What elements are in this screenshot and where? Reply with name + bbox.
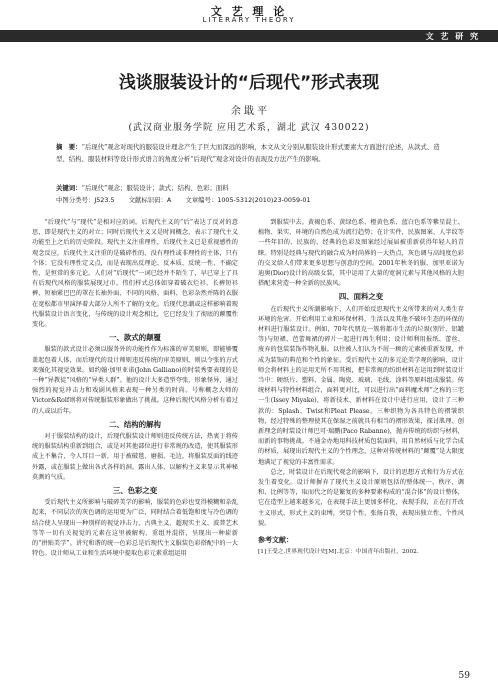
keywords-label: 关键词： [56,184,82,192]
classification-row [56,194,456,206]
body-paragraph: 在后现代主义所潮影响下，人们开始反思现代主义所带来的对人类生存环境的危害。开始利用工业和环保材料，生活以及其他不破坏生态的环保的材料进行服装设计。例如，70年代朋克一簇将都市生活的垃圾(别针、铝罐等)与短裙、芭蕾舞裙的碎片一起进行再生利用；设计师利用报纸、蕾丝、废弃的包装装饰作物礼服。以往被人们认为不屑一顾的元素被重新发现，并成为装饰的典范和个性的象征。受后现代主义的多元论美学观的影响，设计师会将材料上的运用无所不用其极，把非常规的纺织材料在运用到时装设计当中：硬纸片、塑料、金属、陶瓷、玻璃、毛线、涂料等原料组成服装。传统材料与特性材料组合，面料更对比，可以进行出“面料魔术师”之称的三宅一生(Issey Miyake)，将新技术、新材料在设计中进行应用，设计了三种款的：Splash、Twist和Pleat Please。三种织物为各具特色的褶皱织物，经过特殊的整理使其在保湿之前就具有相当的褶形效果，探讨肌理、创新理念的时装设计师巴可·瑞鹏(Paco Rabanne)，抛弃传统的纺织与材料，而新的事物挑战。不通金办地用科技材质包装面料，用自然材质与化学合成的材质，展现出后现代主义的个性理念，这种对传统材料的“颠覆”是大限度地满足了视觉的丰富性需求。 [258,305,464,466]
article-title: 浅谈服装设计的“后现代”形式表现 [118,73,380,93]
section-label: 文 艺 研 究 [425,31,480,41]
body-paragraph: “后现代”与“现代”是相对应的词。后现代主义的“后”表达了反对的意思，即是现代主义的对立；同时后现代主义又是时间概念，表示了现代主义功能至上之后的历史阶段。现代主义注重理性，后现代主义已是重视感性的观念反应，后现代主义注重的是破碎性的、没有理性或非理性的主体，只有个体；它没有理性定义点，而是表现出反理论、反本质、反统一性、不确定性、是恒常的多元论。人们对“后现代”一词已经并不陌生了，早已穿上了具有后现代风格的服装展现过市。伟们样式总体如穿着破衣烂衫、长裤短衫裤、短袖紧巴巴的罩在长袖外面、不同的风格、面料、色彩杂然并陈的衣服在宽松都市里演绎着大部分人所不了解的文化。后现代思潮或这样影响着现代服装设计语言变化，与传统的设计观念相比，它已经发生了彻底的颠覆性变化。 [32,219,238,329]
section-heading: 一、款式的颠覆 [109,333,161,343]
reference-item: [1]王受之.世界现代设计史[M].北京：中国青年出版社，2002. [258,549,419,556]
section-heading: 三、色彩之变 [112,486,158,496]
article-author: 余 戢 平 [230,106,268,117]
page-number: 59 [458,671,470,681]
journal-subtitle: LITERARY THEORY [202,16,296,24]
body-column-right [258,218,464,558]
body-paragraph: 服装的款式设计必须以服务外的功能性作为标准的审美原则，即能够覆盖起包着人体，而后现代的设计师则违反传统的审美原则，则以令张的方式来强化其视觉效果。如约翰·加里亚诺(John Galliano)的时装秀要表现的是一种“异教徒”风格的“异类人群”。他的设计大多造型夸张，形象怪异，通过强烈的视觉冲击力和戏剧风格来表现一种另类的时尚。号称概念大师的Victor&Rolf则将对传统服装形象做出了挑战。这种后现代风格分析有着过的人或以后年。 [32,346,238,415]
abstract-label: 摘 要： [56,143,82,151]
body-paragraph: 到服装中去。黄褐色系、黄绿色系、橙黄色系、蓝白色系等紫星混土、植物、果实、环境的自然色成为流行趋势；在计实件，民族图案、人字纹等一些年旧的、民族的、经典的色彩及图案经过展届被重新获得年轻人的青睐。特别是经典与现代的融合成为时尚界的一大热点，灰色调与高纯度色彩的交叉给人们带来更多思想与创意的空间。2001年秋冬的服，加里亚诺为迪奥(Dior)设计的高级女装，其中运用了大量的宽洞元素与其他风格的大胆搭配来营造一种全新的民族风。 [258,219,464,288]
body-paragraph: 总之，时装设计在后现代观念的影响下，设计的思想方式和行为方式在发生着变化。设计师摒弃了现代主义设计原则包括的整体统一、秩序、调和、比例等等，取而代之的是繁复的多种要素构成的“混合体”的设计整体，它在造型上越来越多元，在表现手法上更加多样化、表现手段，正在打开改主义形式、形式主义的束缚，突显个性、张扬自我，表现出独立性、个性风貌。 [258,468,464,527]
body-paragraph: 受后现代主义所影响与破碎美学的影响，服装的色彩也变得模糊和杂乱起来，不同层次的灰色调的运用更为广泛，同时结合着低饱和度与冷色调的结合使人呈现出一种别样的视觉冲击力，古典主义、超现实主义、波普艺术等等一切有关视觉的元素在这里被解构、重组并混搭，呈现出一种崭新的“拼贴美学”。讲究和谐的统一色彩总是后现代主义服装色彩搭配中的一大特色。设计师从工业和生活环境中提取色彩元素重组运用 [32,499,238,558]
references-heading: 参考文献： [258,536,293,545]
keywords-text: “后现代”观念；服装设计；款式；结构、色彩；面料 [81,184,229,192]
article-affiliation: (武汉商业服务学院 应用艺术系，湖北 武汉 430022) [128,123,370,133]
clc-number: 中图分类号：J523.5 [56,196,115,204]
section-heading: 四、面料之变 [338,292,384,302]
header-band [0,30,498,42]
body-column-left [32,218,238,560]
keywords-row [56,182,456,194]
article-number: 文章编号：1005-5312(2010)23-0059-01 [185,196,311,204]
section-heading: 二、结构的解构 [109,419,161,429]
abstract [56,141,448,165]
journal-header [0,0,498,42]
document-code: 文献标识码：A [128,196,172,204]
journal-title: 文 艺 理 论 [210,5,288,18]
article-meta [56,182,456,206]
body-paragraph: 对于服装结构的设计，后现代服装设计师则违反传统方法，热衷于将传统的服装结构重新到组合，或是对其他部位进行非常规的改造，使其服装形成上不集合，令人耳目一新，用于被破毯、磨损、毛边，将服装反面的线迹外露，或在服装上做出各式各样的洞。露出人体，以解构主义来显示其神秘莫测的气质。 [32,433,238,481]
abstract-text: “后现代”观念对现代的服装设计理念产生了巨大而深远的影响，本文从文分别从服装设计形式要素大方面进行论述，从款式、造型、结构、服装材料等设计形式语言的角度分析“后现代”观念对设计的表现及方法产生的影响。 [56,143,440,163]
